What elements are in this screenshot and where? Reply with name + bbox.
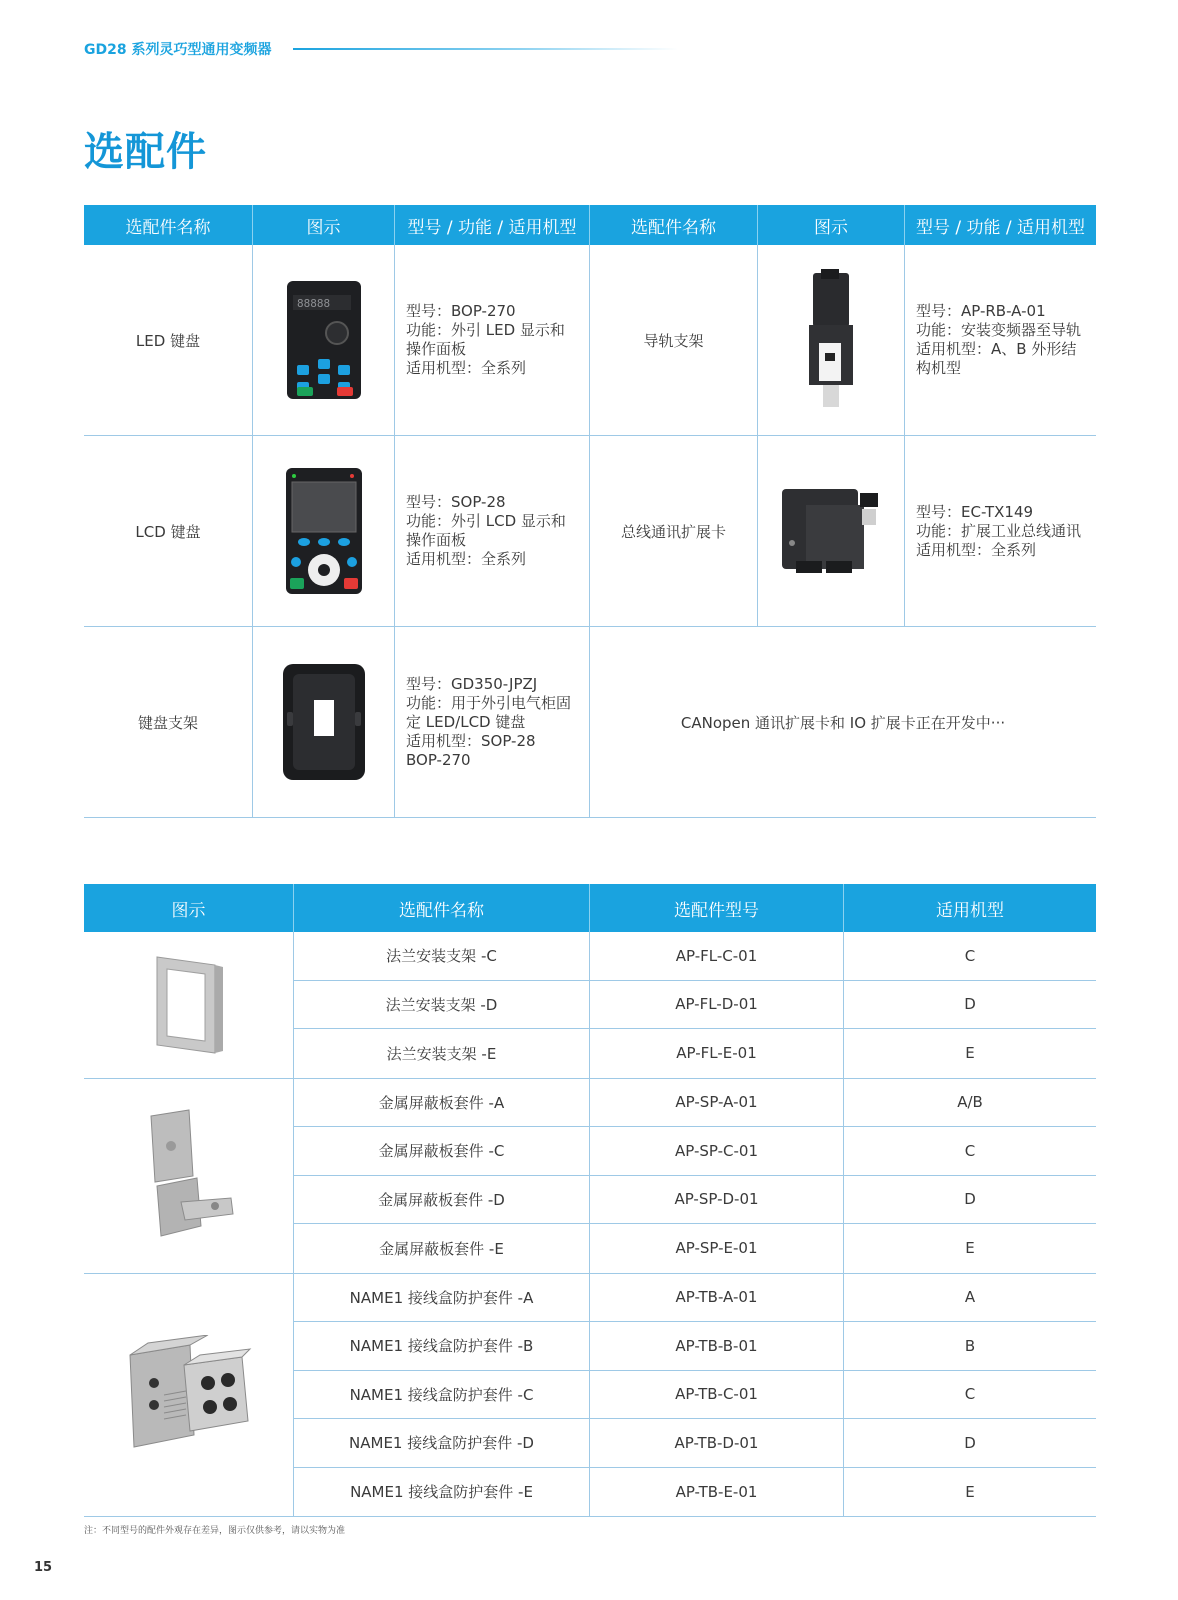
accessory-model: AP-SP-E-01: [590, 1224, 844, 1273]
accessory-name: 导轨支架: [590, 245, 758, 435]
desc-line: 功能：扩展工业总线通讯: [916, 521, 1082, 540]
desc-line: 功能：安装变频器至导轨: [916, 321, 1082, 339]
applicable-type: E: [965, 1482, 975, 1501]
junction-box-image: [84, 1274, 294, 1517]
accessory-model: AP-SP-D-01: [590, 1176, 844, 1224]
accessory-desc: [905, 436, 1096, 626]
bus-card-image: [758, 436, 905, 626]
svg-text:88888: 88888: [296, 297, 330, 310]
footnote: 注：不同型号的配件外观存在差异，图示仅供参考，请以实物为准: [84, 1526, 346, 1536]
desc-line: 功能：用于外引电气柜固: [406, 693, 572, 712]
accessory-model: AP-TB-A-01: [590, 1274, 844, 1322]
header-cell: 选配件型号: [590, 884, 844, 932]
accessory-model: AP-SP-C-01: [590, 1127, 844, 1175]
applicable-type: E: [965, 1044, 975, 1063]
desc-line: 适用机型：全系列: [406, 359, 527, 377]
accessory-name: 法兰安装支架 -D: [294, 981, 590, 1029]
accessories-table-1: [84, 205, 1096, 818]
series-title: GD28 系列灵巧型通用变频器: [84, 42, 272, 58]
header-rule: [293, 48, 678, 50]
accessory-model: AP-TB-E-01: [590, 1468, 844, 1517]
applicable-type: D: [964, 1190, 976, 1209]
desc-line: 适用机型：A、B 外形结: [916, 340, 1077, 358]
page-title: 选配件: [84, 129, 207, 175]
rail-bracket-image: [758, 245, 905, 435]
applicable-type: C: [964, 1385, 976, 1404]
applicable-type: A/B: [957, 1093, 983, 1112]
table-row: [294, 1419, 1096, 1468]
applicable-type: D: [964, 1433, 976, 1452]
accessory-model: AP-SP-A-01: [590, 1079, 844, 1127]
applicable-type: D: [964, 995, 976, 1014]
accessory-model: AP-FL-D-01: [590, 981, 844, 1029]
desc-line: 定 LED/LCD 键盘: [406, 712, 526, 731]
accessory-name: 法兰安装支架 -E: [294, 1029, 590, 1078]
accessory-name: 金属屏蔽板套件 -A: [294, 1079, 590, 1127]
applicable-type: C: [964, 946, 976, 965]
accessory-model: AP-TB-C-01: [590, 1371, 844, 1419]
table-row: [294, 932, 1096, 981]
accessory-name: LCD 键盘: [84, 436, 253, 626]
accessory-model: AP-TB-D-01: [590, 1419, 844, 1467]
table1-header: [84, 205, 1096, 245]
led-keypad-image: [253, 245, 395, 435]
accessory-name: NAME1 接线盒防护套件 -C: [294, 1371, 590, 1419]
header-cell: 选配件名称: [294, 884, 590, 932]
accessory-group: [84, 1079, 1096, 1274]
accessory-model: AP-FL-E-01: [590, 1029, 844, 1078]
desc-line: 适用机型：全系列: [406, 550, 527, 568]
applicable-type: E: [965, 1239, 975, 1258]
accessory-name: NAME1 接线盒防护套件 -A: [294, 1274, 590, 1322]
in-development-note: CANopen 通讯扩展卡和 IO 扩展卡正在开发中···: [680, 713, 1006, 732]
accessory-model: AP-TB-B-01: [590, 1322, 844, 1370]
table-row: [294, 1468, 1096, 1517]
table-row: [294, 1274, 1096, 1323]
accessory-name: NAME1 接线盒防护套件 -B: [294, 1322, 590, 1370]
accessory-name: 总线通讯扩展卡: [590, 436, 758, 626]
lcd-keypad-image: [253, 436, 395, 626]
accessory-name: NAME1 接线盒防护套件 -E: [294, 1468, 590, 1517]
desc-line: 操作面板: [406, 340, 467, 358]
table-row: [84, 627, 1096, 818]
table2-header: [84, 884, 1096, 932]
accessory-desc: [395, 436, 590, 626]
applicable-type: B: [964, 1336, 976, 1355]
keypad-bracket-image: [253, 627, 395, 817]
table-row: [294, 1079, 1096, 1128]
accessory-group: [84, 932, 1096, 1079]
accessory-name: 金属屏蔽板套件 -C: [294, 1127, 590, 1175]
shield-plate-image: [84, 1079, 294, 1273]
desc-line: 操作面板: [406, 531, 467, 549]
desc-line: 型号：SOP-28: [406, 493, 506, 511]
desc-line: 功能：外引 LED 显示和: [406, 321, 565, 339]
accessory-name: 金属屏蔽板套件 -D: [294, 1176, 590, 1224]
accessory-name: LED 键盘: [84, 245, 253, 435]
header-cell: 图示: [758, 205, 905, 245]
header-cell: 选配件名称: [84, 205, 253, 245]
desc-line: 型号：BOP-270: [406, 302, 516, 320]
table-row: [294, 1176, 1096, 1225]
accessory-name: 法兰安装支架 -C: [294, 932, 590, 980]
accessory-name: 键盘支架: [84, 627, 253, 817]
page-number: 15: [34, 1560, 53, 1575]
accessory-name: NAME1 接线盒防护套件 -D: [294, 1419, 590, 1467]
accessories-table-2: [84, 884, 1096, 1517]
desc-line: 适用机型：全系列: [916, 540, 1037, 559]
table-row: [84, 436, 1096, 627]
accessory-desc: [905, 245, 1096, 435]
desc-line: 适用机型：SOP-28: [406, 731, 536, 750]
table-row: [294, 1322, 1096, 1371]
table-row: [294, 1029, 1096, 1078]
header-cell: 型号 / 功能 / 适用机型: [915, 217, 1086, 238]
accessory-desc: [395, 627, 590, 817]
header-cell: 适用机型: [936, 900, 1004, 921]
desc-line: 功能：外引 LCD 显示和: [406, 512, 566, 530]
table-row: [294, 1224, 1096, 1273]
table-row: [294, 1127, 1096, 1176]
applicable-type: C: [964, 1141, 976, 1160]
desc-line: 型号：AP-RB-A-01: [916, 302, 1046, 320]
desc-line: BOP-270: [406, 750, 471, 769]
table-row: [84, 245, 1096, 436]
applicable-type: A: [964, 1288, 976, 1307]
header-cell: 型号 / 功能 / 适用机型: [395, 205, 590, 245]
desc-line: 型号：EC-TX149: [916, 502, 1034, 521]
accessory-desc: [395, 245, 590, 435]
table-row: [294, 981, 1096, 1030]
table-row: [294, 1371, 1096, 1420]
desc-line: 构机型: [916, 359, 962, 377]
accessory-name: 金属屏蔽板套件 -E: [294, 1224, 590, 1273]
accessory-model: AP-FL-C-01: [590, 932, 844, 980]
header-cell: 图示: [253, 205, 395, 245]
flange-bracket-image: [84, 932, 294, 1078]
header-cell: 图示: [84, 884, 294, 932]
header-cell: 选配件名称: [590, 205, 758, 245]
desc-line: 型号：GD350-JPZJ: [406, 674, 538, 693]
accessory-group: [84, 1274, 1096, 1518]
